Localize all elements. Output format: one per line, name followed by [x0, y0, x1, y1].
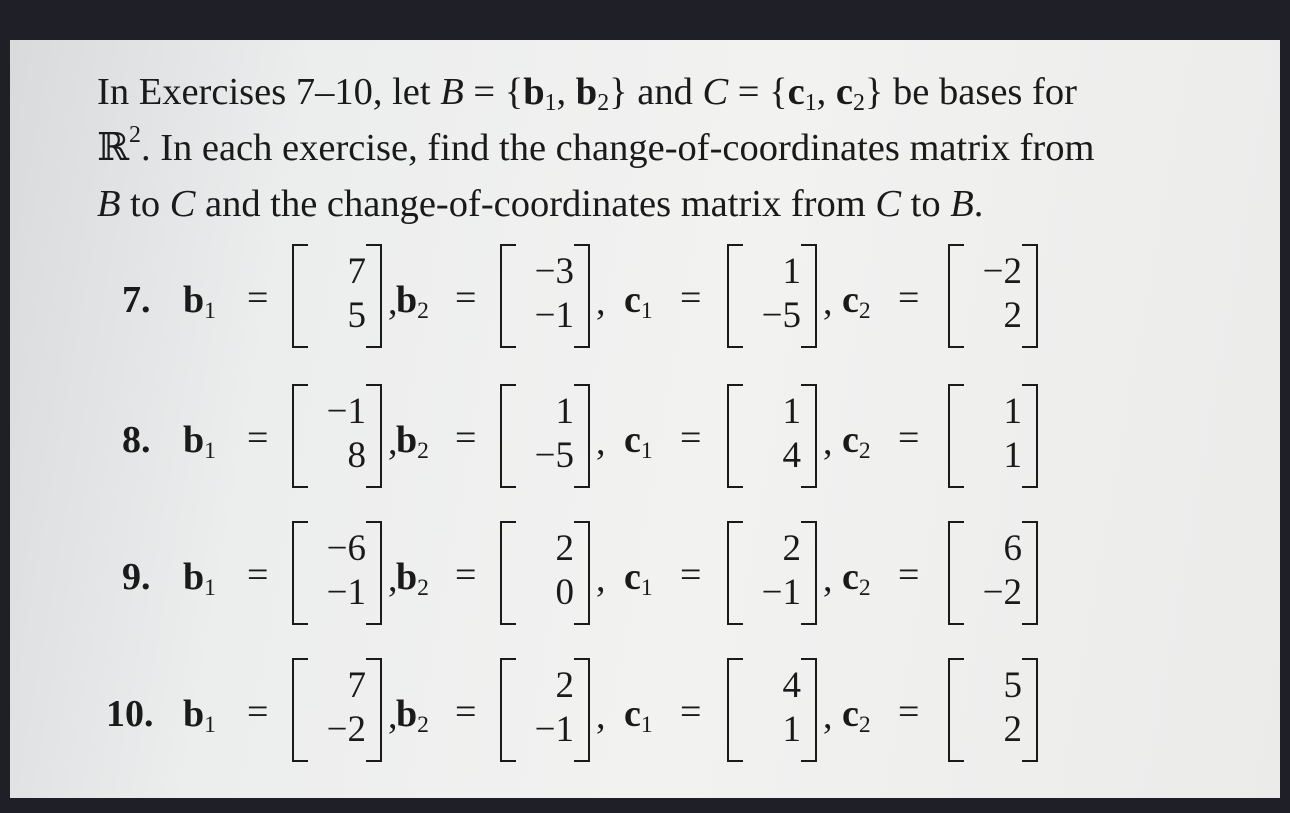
subscript: 2	[858, 711, 871, 738]
column-vector-b2	[500, 523, 590, 623]
equals-sign: =	[455, 417, 477, 459]
vector-letter: c	[624, 279, 641, 321]
intro-text: and the change-of-coordinates matrix from	[195, 183, 876, 225]
intro-text: = {	[463, 71, 524, 113]
matrix-entry: 2	[782, 528, 801, 569]
matrix-entry: 0	[555, 572, 574, 613]
column-vector-c1	[727, 386, 817, 486]
column-vector-c2	[948, 660, 1038, 760]
comma: ,	[596, 281, 606, 323]
vector-letter: c	[842, 556, 859, 598]
intro-text: In Exercises 7–10, let	[97, 71, 441, 113]
column-vector-b1	[292, 523, 382, 623]
basis-b-symbol: B	[440, 71, 464, 113]
matrix-entry: −1	[534, 295, 574, 336]
equals-sign: =	[455, 554, 477, 596]
vector-letter: b	[396, 556, 418, 598]
vector-label-c2	[842, 555, 871, 599]
subscript: 2	[853, 89, 865, 116]
vector-c1: c	[787, 71, 805, 113]
matrix-entry: 7	[347, 665, 366, 706]
column-vector-c2	[948, 246, 1038, 346]
matrix-entry: −2	[982, 251, 1022, 292]
subscript: 1	[204, 574, 216, 601]
equals-sign: =	[455, 691, 477, 733]
intro-text: = {	[728, 71, 788, 113]
matrix-entry: 4	[782, 665, 801, 706]
intro-text: ,	[556, 71, 576, 113]
equals-sign: =	[247, 277, 269, 319]
matrix-entry: 4	[782, 435, 801, 476]
equals-sign: =	[898, 277, 920, 319]
exercise-row	[0, 386, 1270, 490]
exercise-number: 7.	[122, 279, 151, 321]
vector-letter: c	[842, 693, 859, 735]
vector-label-b1	[183, 278, 216, 322]
column-vector-c1	[727, 660, 817, 760]
comma: ,	[596, 695, 606, 737]
vector-label-b2	[396, 692, 429, 736]
subscript: 1	[204, 437, 216, 464]
basis-b-symbol: B	[950, 183, 974, 225]
vector-letter: b	[183, 279, 205, 321]
exercise-row	[0, 660, 1270, 764]
matrix-entry: 1	[782, 709, 801, 750]
reals-symbol: ℝ	[97, 127, 129, 169]
column-vector-c1	[727, 523, 817, 623]
column-vector-b2	[500, 246, 590, 346]
comma: ,	[388, 281, 398, 323]
vector-label-b2	[396, 278, 429, 322]
exercise-number: 9.	[122, 556, 151, 598]
subscript: 2	[858, 297, 871, 324]
comma: ,	[823, 695, 833, 737]
comma: ,	[388, 421, 398, 463]
matrix-entry: 6	[1003, 528, 1022, 569]
comma: ,	[823, 558, 833, 600]
column-vector-b1	[292, 246, 382, 346]
subscript: 1	[804, 89, 817, 116]
vector-b1: b	[523, 71, 545, 113]
vector-letter: c	[624, 556, 641, 598]
equals-sign: =	[680, 417, 702, 459]
matrix-entry: 1	[555, 391, 574, 432]
subscript: 1	[204, 297, 216, 324]
comma: ,	[596, 421, 606, 463]
column-vector-b1	[292, 386, 382, 486]
basis-c-symbol: C	[169, 183, 196, 225]
matrix-entry: −1	[534, 709, 574, 750]
vector-label-c2	[842, 692, 871, 736]
vector-letter: b	[183, 419, 205, 461]
column-vector-c1	[727, 246, 817, 346]
comma: ,	[823, 281, 833, 323]
vector-label-c2	[842, 418, 871, 462]
matrix-entry: −3	[534, 251, 574, 292]
equals-sign: =	[898, 554, 920, 596]
vector-label-b1	[183, 692, 216, 736]
equals-sign: =	[247, 417, 269, 459]
vector-letter: c	[624, 419, 641, 461]
subscript: 1	[544, 89, 557, 116]
basis-c-symbol: C	[702, 71, 729, 113]
matrix-entry: −5	[761, 295, 801, 336]
vector-letter: b	[396, 419, 418, 461]
matrix-entry: −1	[761, 572, 801, 613]
instructions-line-3	[97, 176, 1257, 232]
comma: ,	[388, 695, 398, 737]
subscript: 1	[204, 711, 216, 738]
intro-text: to	[120, 183, 170, 225]
matrix-entry: −5	[534, 435, 574, 476]
subscript: 2	[417, 574, 429, 601]
instructions-line-2	[97, 120, 1257, 176]
matrix-entry: 2	[1003, 295, 1022, 336]
vector-letter: c	[842, 279, 859, 321]
equals-sign: =	[680, 691, 702, 733]
vector-label-b2	[396, 418, 429, 462]
subscript: 2	[858, 574, 871, 601]
exercise-number: 8.	[122, 419, 151, 461]
matrix-entry: 2	[1003, 709, 1022, 750]
matrix-entry: −1	[326, 572, 366, 613]
matrix-entry: 1	[1003, 435, 1022, 476]
vector-b2: b	[575, 71, 598, 113]
vector-letter: b	[396, 279, 418, 321]
vector-letter: b	[183, 556, 205, 598]
equals-sign: =	[898, 417, 920, 459]
vector-letter: b	[396, 693, 418, 735]
intro-text: } be bases for	[864, 71, 1077, 113]
subscript: 1	[640, 711, 653, 738]
column-vector-b2	[500, 386, 590, 486]
subscript: 2	[417, 297, 429, 324]
matrix-entry: 5	[1003, 665, 1022, 706]
comma: ,	[596, 558, 606, 600]
intro-text: .	[973, 183, 984, 225]
column-vector-c2	[948, 386, 1038, 486]
column-vector-b2	[500, 660, 590, 760]
matrix-entry: −2	[326, 709, 366, 750]
matrix-entry: 2	[555, 528, 574, 569]
exercise-row	[0, 523, 1270, 627]
vector-label-b1	[183, 418, 216, 462]
basis-b-symbol: B	[97, 183, 121, 225]
column-vector-b1	[292, 660, 382, 760]
subscript: 1	[640, 574, 653, 601]
intro-text: to	[901, 183, 951, 225]
vector-label-b1	[183, 555, 216, 599]
matrix-entry: 5	[347, 295, 366, 336]
vector-letter: c	[624, 693, 641, 735]
matrix-entry: 8	[347, 435, 366, 476]
matrix-entry: 1	[1003, 391, 1022, 432]
matrix-entry: −6	[326, 528, 366, 569]
vector-label-c1	[624, 278, 653, 322]
equals-sign: =	[680, 277, 702, 319]
matrix-entry: −2	[982, 572, 1022, 613]
matrix-entry: 7	[347, 251, 366, 292]
vector-label-c1	[624, 418, 653, 462]
vector-label-c2	[842, 278, 871, 322]
equals-sign: =	[455, 277, 477, 319]
subscript: 2	[417, 711, 429, 738]
comma: ,	[823, 421, 833, 463]
exercise-number: 10.	[106, 693, 154, 735]
column-vector-c2	[948, 523, 1038, 623]
vector-c2: c	[835, 71, 853, 113]
subscript: 1	[640, 297, 653, 324]
exercise-row	[0, 246, 1270, 350]
intro-text: } and	[609, 71, 703, 113]
intro-text: . In each exercise, find the change-of-coordinates matrix from	[140, 127, 1095, 169]
comma: ,	[388, 558, 398, 600]
matrix-entry: 1	[782, 251, 801, 292]
subscript: 1	[640, 437, 653, 464]
subscript: 2	[597, 89, 610, 116]
matrix-entry: 1	[782, 391, 801, 432]
intro-text: ,	[816, 71, 836, 113]
equals-sign: =	[898, 691, 920, 733]
equals-sign: =	[247, 554, 269, 596]
vector-label-c1	[624, 692, 653, 736]
subscript: 2	[417, 437, 429, 464]
vector-letter: c	[842, 419, 859, 461]
vector-label-c1	[624, 555, 653, 599]
equals-sign: =	[247, 691, 269, 733]
superscript: 2	[129, 122, 141, 149]
vector-label-b2	[396, 555, 429, 599]
exercise-instructions	[97, 64, 1257, 232]
subscript: 2	[858, 437, 871, 464]
basis-c-symbol: C	[875, 183, 902, 225]
matrix-entry: −1	[326, 391, 366, 432]
matrix-entry: 2	[555, 665, 574, 706]
vector-letter: b	[183, 693, 205, 735]
equals-sign: =	[680, 554, 702, 596]
instructions-line-1	[97, 64, 1257, 120]
